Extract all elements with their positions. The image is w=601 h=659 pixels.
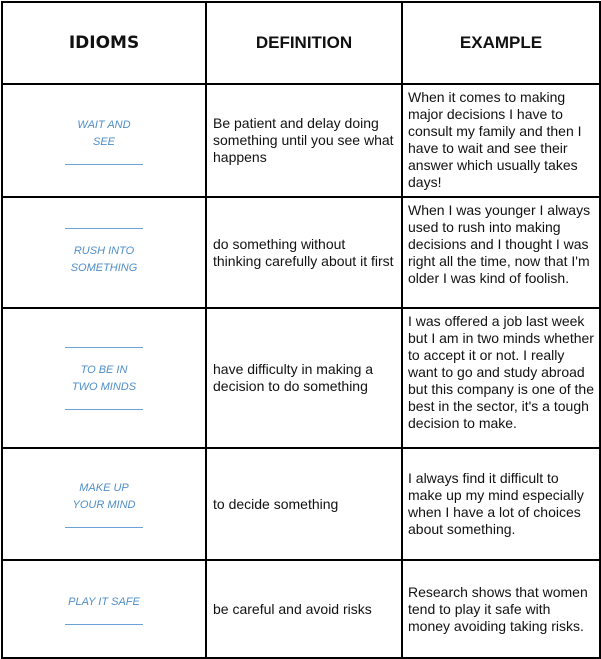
idiom-cell (2, 84, 206, 197)
idiom-label (3, 362, 205, 396)
definition-cell: be careful and avoid risks (206, 560, 402, 658)
divider-line (65, 228, 143, 229)
idiom-cell (2, 560, 206, 658)
definition-cell: have difficulty in making a decision to do something (206, 308, 402, 448)
divider-line (65, 624, 143, 625)
definition-cell: Be patient and delay doing something until you see what happens (206, 84, 402, 197)
idioms-table (1, 1, 601, 659)
idiom-label (3, 480, 205, 514)
divider-line (65, 347, 143, 348)
idiom-cell (2, 308, 206, 448)
idiom-label-line: MAKE UP (79, 482, 129, 494)
idiom-cell (2, 197, 206, 308)
definition-cell: do something without thinking carefully about it first (206, 197, 402, 308)
idiom-label-line: RUSH INTO (73, 245, 135, 257)
header-definition: DEFINITION (206, 2, 402, 84)
divider-line (65, 409, 143, 410)
header-idioms: IDIOMS (2, 2, 206, 84)
example-cell: Research shows that women tend to play it safe with money avoiding taking risks. (402, 560, 600, 658)
definition-cell: to decide something (206, 448, 402, 560)
idiom-label-line: TWO MINDS (71, 380, 137, 393)
example-cell: When it comes to making major decisions I have to consult my family and then I have to wait and see their answer which usually takes days! (402, 84, 600, 197)
example-cell: When I was younger I always used to rush into making decisions and I thought I was right all the time, now that I'm older I was kind of foolish. (402, 197, 600, 308)
divider-line (65, 164, 143, 165)
idiom-label (3, 594, 205, 611)
idiom-label-line: PLAY IT SAFE (68, 595, 140, 608)
table-row (2, 197, 600, 308)
table-row (2, 308, 600, 448)
idiom-cell (2, 448, 206, 560)
idiom-label-line: SOMETHING (70, 262, 138, 274)
idiom-label-line: SEE (92, 135, 115, 148)
header-example: EXAMPLE (402, 2, 600, 84)
idiom-label-line: WAIT AND (77, 118, 131, 131)
example-cell: I was offered a job last week but I am in two minds whether to accept it or not. I really want to go and study abroad but this company is one of the best in the sector, it's a tough decision to make. (402, 308, 600, 448)
table-row (2, 84, 600, 197)
header-row (2, 2, 600, 84)
divider-line (65, 527, 143, 528)
idiom-label-line: TO BE IN (80, 363, 128, 376)
example-cell: I always find it difficult to make up my mind especially when I have a lot of choices about something. (402, 448, 600, 560)
idiom-label (3, 117, 205, 151)
table-row (2, 560, 600, 658)
table-row (2, 448, 600, 560)
idiom-label-line: YOUR MIND (72, 499, 136, 511)
idiom-label (3, 243, 205, 277)
